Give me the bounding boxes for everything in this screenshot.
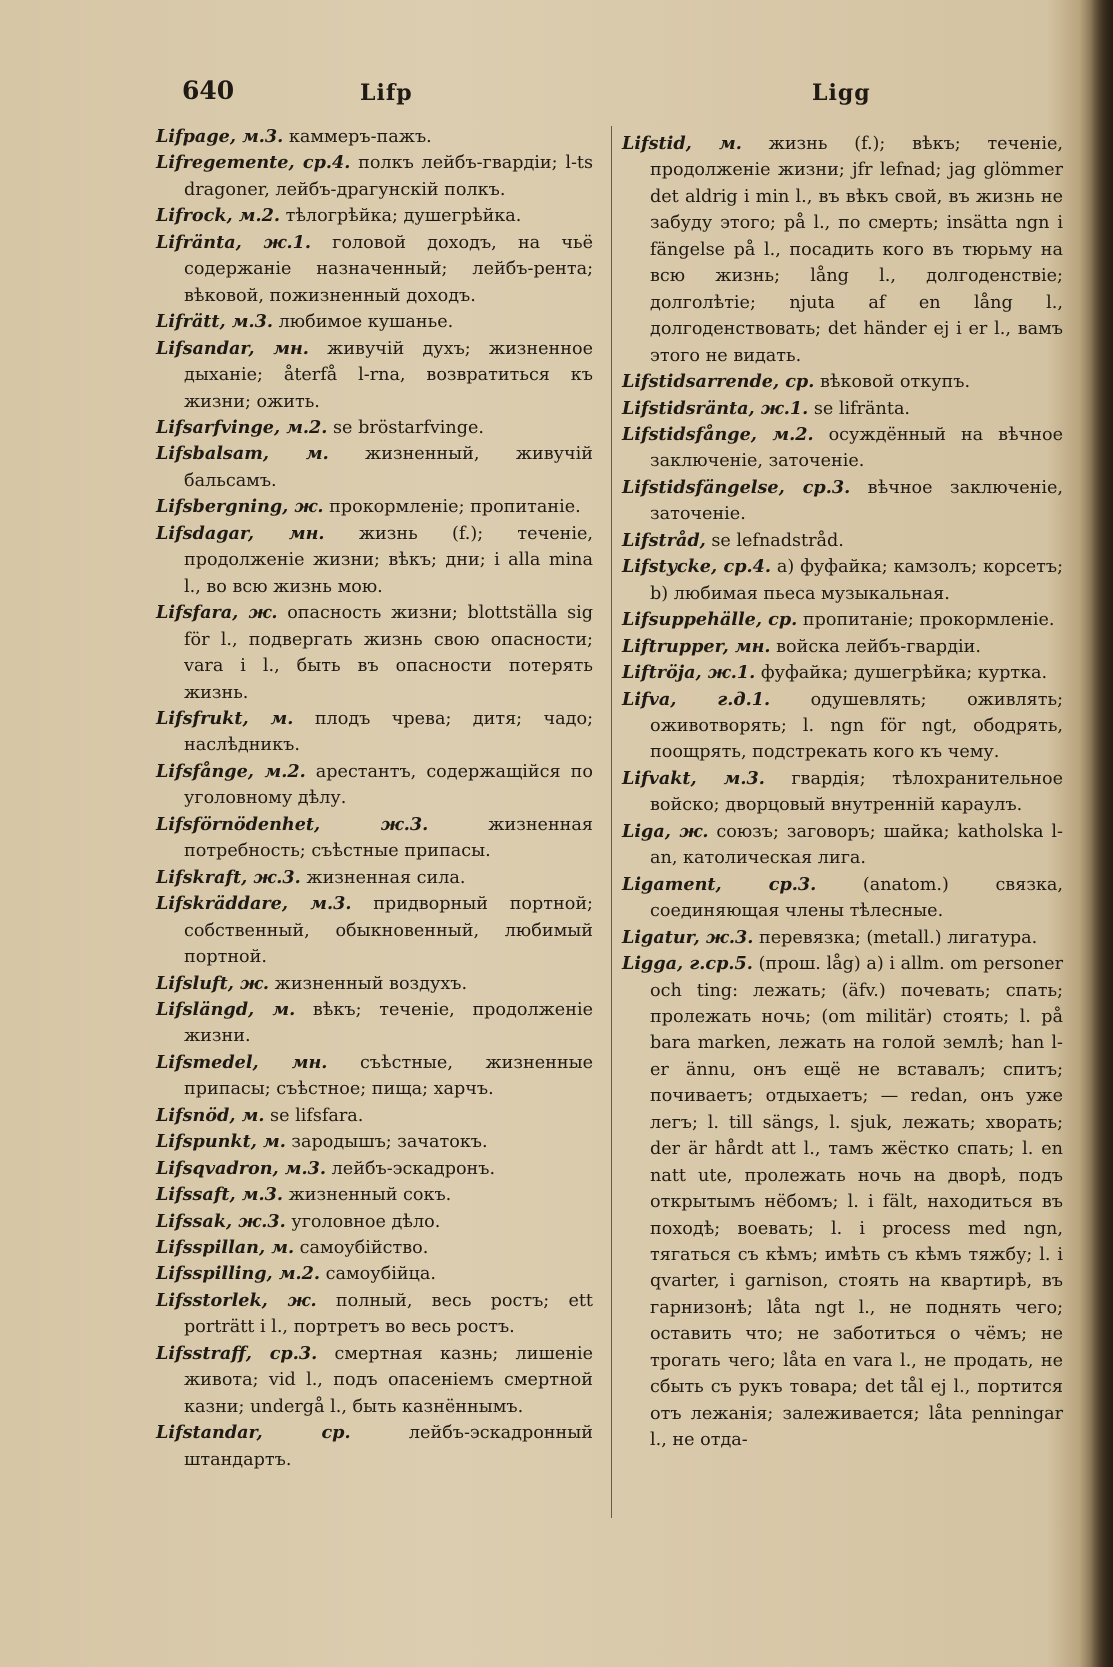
dictionary-entry	[156, 203, 593, 229]
dictionary-entry	[622, 951, 1063, 1454]
dictionary-entry	[156, 441, 593, 494]
entry-definition: a) фуфайка; камзолъ; корсетъ; b) любимая пьеса музыкальная.	[650, 557, 1064, 604]
entry-definition: смертная казнь; лишеніе живота; vid l., подъ опасеніемъ смертной казни; undergå l., быть казнённымъ.	[184, 1343, 593, 1417]
dictionary-entry	[156, 1103, 593, 1129]
entry-definition: самоубійца.	[320, 1264, 436, 1285]
dictionary-entry	[622, 660, 1063, 686]
entry-definition: лейбъ-эскадронъ.	[326, 1158, 496, 1179]
entry-headword: Lifsdagar, мн.	[156, 522, 325, 544]
entry-headword: Lifsuppehälle, ср.	[622, 609, 798, 631]
entry-headword: Lifsfånge, м.2.	[156, 760, 306, 782]
entry-definition: опасность жизни; blottställa sig för l., подвергать жизнь свою опасности; vara i l., быть въ опасности потерять жизнь.	[184, 603, 593, 703]
entry-headword: Lifstidsfängelse, ср.3.	[622, 476, 851, 498]
entry-headword: Liftrupper, мн.	[622, 635, 771, 657]
entry-headword: Lifskraft, ж.3.	[156, 866, 301, 888]
entry-definition: вѣкъ; теченіе, продолженіе жизни.	[184, 999, 593, 1047]
entry-definition: одушевлять; оживлять; оживотворять; l. ngn för ngt, ободрять, поощрять, подстрекать кого къ чему.	[650, 689, 1063, 763]
entry-definition: (anatom.) связка, соединяющая члены тѣлесные.	[650, 874, 1063, 922]
entry-definition: жизненная потребность; съѣстные припасы.	[184, 814, 593, 862]
entry-definition: осуждённый на вѣчное заключеніе, заточеніе.	[650, 424, 1063, 472]
entry-headword: Lifrätt, м.3.	[156, 311, 274, 333]
entry-headword: Lifsarfvinge, м.2.	[156, 416, 328, 438]
entry-definition: (прош. låg) a) i allm. om personer och ting: лежать; (äfv.) почевать; спать; пролежать ночь; (om militär) стоять; l. på bara marken, лежать на голой землѣ; han l-er ännu, онъ ещё не вставалъ; спитъ; почиваетъ; отдыхаетъ; — redan, онъ уже легъ; l. till sängs, l. sjuk, лежать; хворать; der är hårdt att l., тамъ жёстко спать; l. en natt ute, пролежать ночь на дворѣ, подъ открытымъ нёбомъ; l. i fält, находиться въ походѣ; воевать; l. i process med ngn, тягаться съ кѣмъ; имѣть съ кѣмъ тяжбу; l. i qvarter, i garnison, стоять на квартирѣ, въ гарнизонѣ; låta ngt l., не поднять чего; оставить что; не заботиться о чёмъ; не трогать чего; låta en vara l., не продать, не сбыть съ рукъ товара; det tål ej l., портится отъ лежанія; залеживается; låta penningar l., не отда-	[650, 954, 1063, 1451]
dictionary-entry	[156, 1129, 593, 1155]
entry-headword: Lifsqvadron, м.3.	[156, 1157, 327, 1179]
left-column	[156, 124, 593, 1473]
entry-definition: полкъ лейбъ-гвардіи; l-ts dragoner, лейбъ-драгунскій полкъ.	[184, 153, 593, 200]
entry-headword: Lifsandar, мн.	[156, 337, 309, 359]
dictionary-entry	[156, 124, 593, 150]
entry-definition: se lifsfara.	[264, 1105, 364, 1126]
entry-definition: полный, весь ростъ; ett porträtt i l., портретъ во весь ростъ.	[184, 1290, 594, 1338]
dictionary-entry	[156, 494, 593, 520]
dictionary-entry	[156, 521, 593, 600]
dictionary-entry	[156, 1182, 593, 1208]
entry-headword: Ligament, ср.3.	[622, 873, 817, 895]
dictionary-entry	[622, 396, 1063, 422]
entry-headword: Lifsluft, ж.	[156, 972, 270, 994]
dictionary-entry	[622, 819, 1063, 872]
dictionary-entry	[156, 336, 593, 415]
entry-definition: самоубійство.	[294, 1238, 429, 1259]
entry-headword: Lifstidsarrende, ср.	[622, 371, 815, 393]
entry-headword: Lifsfrukt, м.	[156, 707, 294, 729]
entry-definition: se lifränta.	[808, 398, 911, 419]
dictionary-entry	[622, 925, 1063, 951]
entry-headword: Lifsbalsam, м.	[156, 443, 329, 465]
dictionary-entry	[156, 891, 593, 970]
entry-headword: Lifsspillan, м.	[156, 1237, 295, 1259]
dictionary-entry	[156, 1050, 593, 1103]
entry-definition: гвардія; тѣлохранительное войско; дворцовый внутренній караулъ.	[650, 768, 1064, 816]
page-number: 640	[182, 76, 235, 105]
entry-headword: Lifslängd, м.	[156, 998, 296, 1020]
dictionary-entry	[156, 1156, 593, 1182]
entry-headword: Lifsbergning, ж.	[156, 496, 324, 518]
entry-definition: живучій духъ; жизненное дыханіе; återfå l-rna, возвратиться къ жизни; ожить.	[184, 338, 593, 412]
column-divider	[611, 126, 612, 1518]
dictionary-entry	[622, 554, 1063, 607]
entry-headword: Lifsnöd, м.	[156, 1104, 265, 1126]
entry-headword: Lifsspilling, м.2.	[156, 1263, 321, 1285]
entry-headword: Lifstråd,	[622, 529, 706, 551]
guide-word-right: Ligg	[812, 80, 871, 106]
entry-definition: se lefnadstråd.	[705, 530, 844, 551]
entry-definition: каммеръ-пажъ.	[283, 127, 432, 147]
dictionary-entry	[156, 1235, 593, 1261]
dictionary-entry	[156, 1209, 593, 1235]
entry-headword: Lifsstorlek, ж.	[156, 1289, 317, 1311]
entry-headword: Lifrock, м.2.	[156, 205, 280, 227]
dictionary-entry	[156, 706, 593, 759]
entry-headword: Lifstandar, ср.	[156, 1422, 351, 1444]
dictionary-entry	[622, 872, 1063, 925]
dictionary-entry	[156, 812, 593, 865]
entry-headword: Lifva, г.д.1.	[622, 688, 771, 710]
entry-headword: Ligatur, ж.3.	[622, 926, 754, 948]
entry-headword: Lifspunkt, м.	[156, 1131, 286, 1153]
entry-headword: Lifsförnödenhet, ж.3.	[156, 813, 429, 835]
dictionary-entry	[156, 997, 593, 1050]
entry-definition: жизненная сила.	[300, 867, 466, 888]
entry-definition: вѣковой откупъ.	[814, 372, 971, 393]
entry-definition: головой доходъ, на чьё содержаніе назначенный; лейбъ-рента; вѣковой, пожизненный доходъ.	[184, 232, 593, 306]
entry-headword: Lifstidsränta, ж.1.	[622, 397, 809, 419]
dictionary-entry	[622, 131, 1063, 369]
entry-definition: жизненный, живучій бальсамъ.	[184, 444, 593, 491]
dictionary-entry	[156, 1420, 593, 1473]
entry-definition: союзъ; заговоръ; шайка; katholska l-an, католическая лига.	[650, 821, 1063, 869]
entry-definition: арестантъ, содержащійся по уголовному дѣлу.	[184, 761, 593, 809]
dictionary-entry	[156, 600, 593, 706]
entry-headword: Lifstid, м.	[622, 133, 742, 154]
dictionary-entry	[156, 415, 593, 441]
entry-definition: уголовное дѣло.	[285, 1211, 441, 1232]
entry-definition: плодъ чрева; дитя; чадо; наслѣдникъ.	[184, 708, 593, 756]
dictionary-entry	[156, 1288, 593, 1341]
entry-definition: пропитаніе; прокормленіе.	[797, 610, 1055, 631]
dictionary-entry	[156, 230, 593, 309]
entry-headword: Liga, ж.	[622, 820, 709, 842]
entry-definition: лейбъ-эскадронный штандартъ.	[184, 1423, 593, 1470]
entry-headword: Lifsfara, ж.	[156, 602, 278, 624]
dictionary-entry	[156, 309, 593, 335]
entry-definition: se bröstarfvinge.	[327, 417, 485, 438]
entry-headword: Liftröja, ж.1.	[622, 662, 756, 684]
dictionary-entry	[622, 475, 1063, 528]
guide-word-left: Lifp	[360, 80, 413, 106]
entry-headword: Lifsmedel, мн.	[156, 1051, 328, 1073]
entry-headword: Lifpage, м.3.	[156, 126, 284, 147]
entry-headword: Lifssaft, м.3.	[156, 1184, 283, 1206]
dictionary-entry	[156, 1341, 593, 1420]
dictionary-entry	[156, 1261, 593, 1287]
dictionary-entry	[622, 687, 1063, 766]
entry-headword: Lifssak, ж.3.	[156, 1210, 286, 1232]
dictionary-entry	[622, 634, 1063, 660]
entry-headword: Lifregemente, ср.4.	[156, 152, 351, 174]
entry-definition: войска лейбъ-гвардіи.	[770, 636, 981, 657]
entry-headword: Lifstycke, ср.4.	[622, 556, 772, 578]
entry-definition: тѣлогрѣйка; душегрѣйка.	[280, 206, 522, 227]
dictionary-entry	[156, 971, 593, 997]
dictionary-entry	[622, 766, 1063, 819]
entry-definition: любимое кушанье.	[273, 312, 454, 333]
entry-headword: Lifsstraff, ср.3.	[156, 1342, 318, 1364]
entry-definition: жизнь (f.); вѣкъ; теченіе, продолженіе жизни; jfr lefnad; jag glömmer det aldrig i min l., въ вѣкъ свой, въ жизнь не забуду этого; på l., по смерть; insätta ngn i fängelse på l., посадить кого въ тюрьму на всю жизнь; lång l., долгоденствіе; долголѣтіе; njuta af en lång l., долгоденствовать; det händer ej i er l., вамъ этого не видать.	[650, 134, 1063, 366]
entry-definition: жизненный воздухъ.	[269, 973, 468, 994]
dictionary-entry	[156, 150, 593, 203]
dictionary-entry	[622, 369, 1063, 395]
entry-definition: перевязка; (metall.) лигатура.	[753, 927, 1038, 948]
dictionary-entry	[622, 422, 1063, 475]
entry-headword: Lifskräddare, м.3.	[156, 893, 352, 915]
entry-definition: вѣчное заключеніе, заточеніе.	[650, 477, 1063, 525]
dictionary-entry	[622, 528, 1063, 554]
entry-definition: жизненный сокъ.	[283, 1185, 452, 1206]
dictionary-entry	[622, 607, 1063, 633]
dictionary-entry	[156, 759, 593, 812]
entry-definition: фуфайка; душегрѣйка; куртка.	[755, 663, 1048, 684]
entry-definition: прокормленіе; пропитаніе.	[323, 497, 581, 518]
entry-definition: зародышъ; зачатокъ.	[285, 1132, 488, 1153]
entry-headword: Lifstidsfånge, м.2.	[622, 423, 814, 445]
entry-definition: придворный портной; собственный, обыкновенный, любимый портной.	[184, 894, 593, 968]
running-header	[0, 76, 1113, 116]
entry-definition: съѣстные, жизненные припасы; съѣстное; пища; харчъ.	[184, 1052, 593, 1100]
entry-definition: жизнь (f.); теченіе, продолженіе жизни; вѣкъ; дни; i alla mina l., во всю жизнь мою.	[184, 523, 593, 597]
entry-headword: Lifvakt, м.3.	[622, 767, 765, 789]
right-column	[622, 131, 1063, 1454]
entry-headword: Lifränta, ж.1.	[156, 231, 311, 253]
book-spine-shadow	[1091, 0, 1113, 1667]
dictionary-entry	[156, 865, 593, 891]
entry-headword: Ligga, г.ср.5.	[622, 953, 753, 975]
